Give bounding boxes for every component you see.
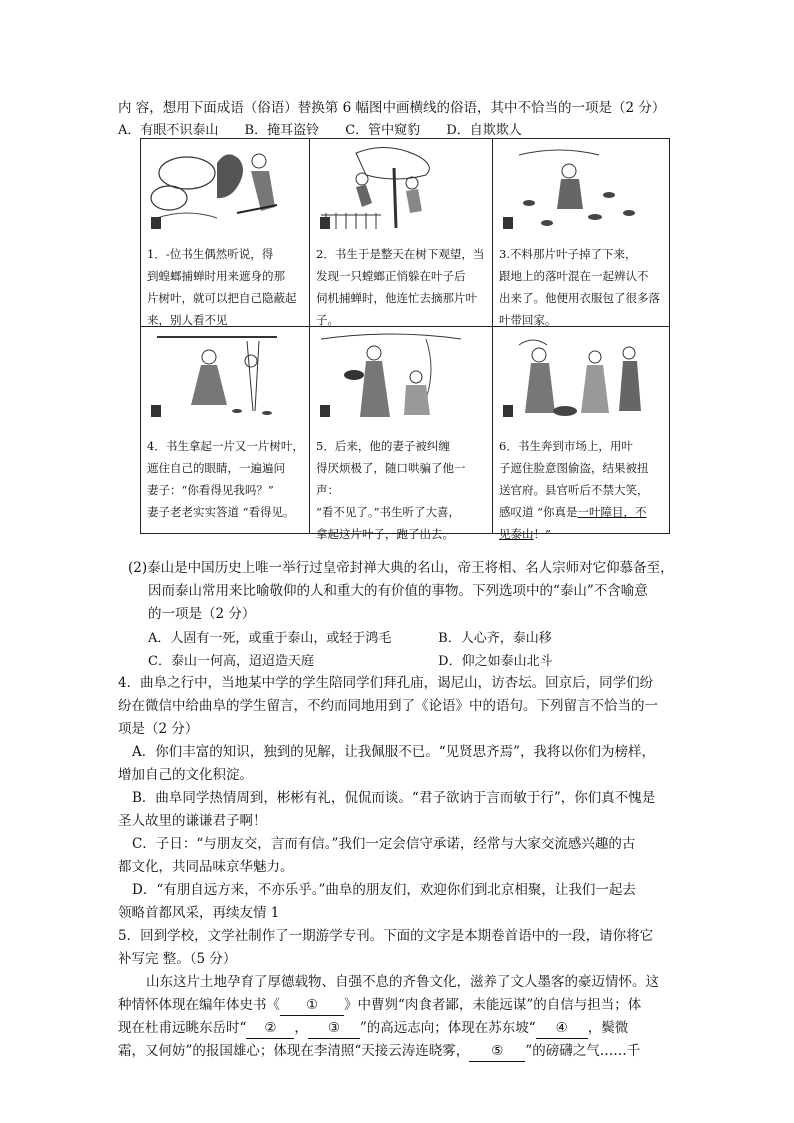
comic-grid <box>140 138 670 541</box>
q4-option-c-line-2: 都文化，共同品味京华魅力。 <box>118 859 294 875</box>
panel-2-caption: 2．书生于是整天在树下观望，当 发现一只螳螂正悄躲在叶子后 伺机捕蝉时，他连忙去摘那片叶 子。 <box>316 247 485 327</box>
panel-2-illustration <box>316 143 468 233</box>
q2-option-d: D．仰之如泰山北斗 <box>438 654 553 669</box>
q4-option-b-line-2: 圣人故里的谦谦君子啊！ <box>118 813 267 829</box>
panel-3-illustration <box>499 143 651 233</box>
q5-line-2: 补写完 整。（5 分） <box>118 951 237 967</box>
q1-option-b: B．掩耳盗铃 <box>244 123 320 138</box>
panel-4-caption: 4．书生拿起一片又一片树叶， 遮住自己的眼睛，一遍遍问 妻子：“你看得见我吗？” 妻子老老实实答道 “看得见。 <box>147 439 304 519</box>
blank-4[interactable]: ④ <box>536 1018 588 1039</box>
q2-option-c: C．泰山一何高，迢迢造天庭 <box>148 654 314 669</box>
comic-panel-6 <box>493 327 669 541</box>
panel-4-illustration <box>147 331 299 421</box>
blank-1[interactable]: ① <box>280 995 344 1016</box>
seal-icon <box>503 217 513 229</box>
blank-3[interactable]: ③ <box>308 1018 360 1039</box>
seal-icon <box>320 405 330 417</box>
underlined-idiom-cont: 见泰山 <box>499 527 534 541</box>
panel-6-illustration <box>499 331 651 421</box>
panel-1-illustration <box>147 143 299 233</box>
q2-options-row-1 <box>148 627 574 646</box>
q1-prompt: 内 容，想用下面成语（俗语）替换第 6 幅图中画横线的俗语，其中不恰当的一项是（2 分） <box>118 100 666 116</box>
q5-line-3: 山东这片土地孕育了厚德载物、自强不息的齐鲁文化，滋养了文人墨客的豪迈情怀。这 <box>146 974 659 990</box>
q4-line-1: 4．曲阜之行中，当地某中学的学生陪同学们拜孔庙，谒尼山，访杏坛。回京后，同学们纷 <box>118 675 654 691</box>
q1-option-c: C．管中窥豹 <box>345 123 421 138</box>
seal-icon <box>503 405 513 417</box>
comic-panel-3 <box>493 139 669 327</box>
panel-5-caption: 5．后来，他的妻子被纠缠 得厌烦极了，随口哄骗了他一声： “看不见了。”书生听了大喜， 拿起这片叶子，跑了出去。 <box>316 439 466 541</box>
q4-option-b-line-1: B．曲阜同学热情周到，彬彬有礼，侃侃而谈。“君子欲讷于言而敏于行”，你们真不愧是 <box>132 790 656 806</box>
underlined-idiom: 一叶障目，不 <box>577 505 647 519</box>
q1-option-d: D．自欺欺人 <box>446 123 522 138</box>
q1-options <box>118 119 544 138</box>
panel-6-caption: 6．书生奔到市场上，用叶 子遮住脸意图偷盗，结果被扭 送官府。县官听后不禁大笑， 感叹道 “你真是一叶障目，不 见泰山！” <box>499 439 649 541</box>
panel-1-caption: 1．-位书生偶然听说，得 到蝗螂捕蝉时用来遮身的那 片树叶，就可以把自己隐蔽起 来，别人看不见 <box>147 247 297 327</box>
blank-5[interactable]: ⑤ <box>469 1041 525 1062</box>
q2-line-1: (2)泰山是中国历史上唯一举行过皇帝封禅大典的名山，帝王将相、名人宗师对它仰慕备至， <box>128 560 674 576</box>
q5-line-4: 种情怀体现在编年体史书《 ① 》中曹刿“肉食者鄙，未能远谋”的自信与担当；体 <box>118 995 641 1016</box>
q5-line-1: 5．回到学校，文学社制作了一期游学专刊。下面的文字是本期卷首语中的一段，请你将它 <box>118 928 654 944</box>
comic-panel-5 <box>310 327 493 541</box>
q2-line-2: 因而泰山常用来比喻敬仰的人和重大的有价值的事物。下列选项中的“泰山”不含喻意 <box>148 583 648 599</box>
q4-option-c-line-1: C．子日：“与朋友交，言而有信。”我们一定会信守承诺，经常与大家交流感兴趣的古 <box>132 836 636 852</box>
q2-option-b: B．人心齐，泰山移 <box>438 631 552 646</box>
q4-option-d-line-2: 领略首都风采，再续友情 1 <box>118 905 280 921</box>
blank-2[interactable]: ② <box>246 1018 294 1039</box>
panel-5-illustration <box>316 331 468 421</box>
seal-icon <box>320 217 330 229</box>
q4-option-a-line-2: 增加自己的文化积淀。 <box>118 767 253 783</box>
q4-line-3: 项是（2 分） <box>118 721 199 737</box>
q2-option-a: A．人固有一死，或重于泰山，或轻于鸿毛 <box>148 631 392 646</box>
q5-line-6: 霜，又何妨”的报国雄心；体现在李清照“天接云涛连晓雾， ⑤ ”的磅礴之气……千 <box>118 1041 640 1062</box>
panel-3-caption: 3.不料那片叶子掉了下来， 跟地上的落叶混在一起辨认不 出来了。他便用衣服包了很多落 叶带回家。 <box>499 247 660 327</box>
comic-panel-2 <box>310 139 493 327</box>
q4-line-2: 纷在微信中给曲阜的学生留言，不约而同地用到了《论语》中的语句。下列留言不恰当的一 <box>118 698 658 714</box>
seal-icon <box>151 405 161 417</box>
q4-option-d-line-1: D．“有朋自远方来，不亦乐乎。”曲阜的朋友们，欢迎你们到北京相聚，让我们一起去 <box>132 882 636 898</box>
q1-option-a: A．有眼不识泰山 <box>118 123 219 138</box>
q2-line-3: 的一项是（2 分） <box>148 606 256 622</box>
q4-option-a-line-1: A．你们丰富的知识，独到的见解，让我佩服不已。“见贤思齐焉”，我将以你们为榜样， <box>132 744 656 760</box>
q2-options-row-2 <box>148 650 575 669</box>
seal-icon <box>151 217 161 229</box>
q5-line-5: 现在杜甫远眺东岳时“ ② ， ③ ”的高远志向；体现在苏东坡“ ④ ，鬓微 <box>118 1018 628 1039</box>
comic-panel-1 <box>141 139 310 327</box>
comic-panel-4 <box>141 327 310 533</box>
